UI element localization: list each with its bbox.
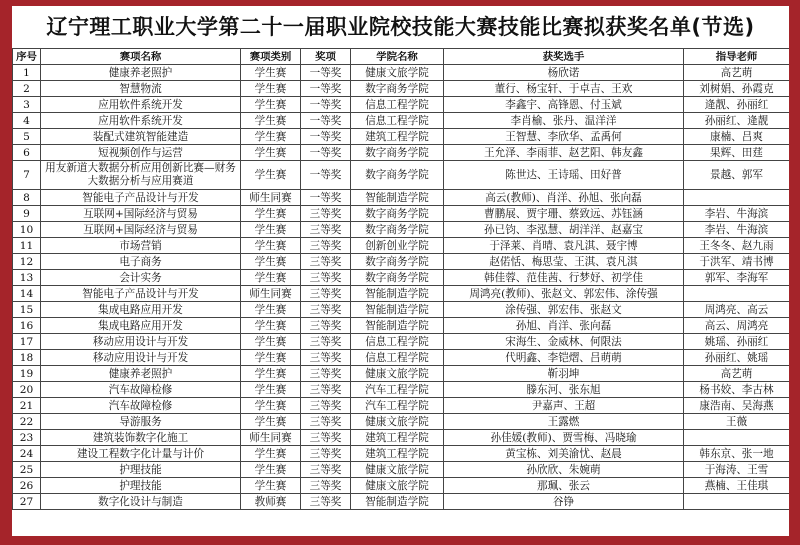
cell-advisors: 景越、郭军 [684, 161, 790, 190]
cell-award: 三等奖 [301, 254, 351, 270]
cell-advisors: 高艺萌 [684, 366, 790, 382]
table-row [13, 270, 790, 286]
cell-college: 数字商务学院 [351, 161, 444, 190]
cell-event: 会计实务 [41, 270, 241, 286]
table-row [13, 382, 790, 398]
cell-award: 一等奖 [301, 97, 351, 113]
table-row [13, 494, 790, 510]
cell-college: 汽车工程学院 [351, 398, 444, 414]
cell-winners: 周鸿亮(教师)、张赵文、郭宏伟、涂传强 [444, 286, 684, 302]
cell-category: 师生同赛 [241, 190, 301, 206]
cell-advisors: 韩东京、张一地 [684, 446, 790, 462]
cell-winners: 涂传强、郭宏伟、张赵文 [444, 302, 684, 318]
cell-event: 汽车故障检修 [41, 398, 241, 414]
cell-college: 智能制造学院 [351, 318, 444, 334]
cell-event: 互联网+国际经济与贸易 [41, 206, 241, 222]
cell-event: 健康养老照护 [41, 366, 241, 382]
cell-category: 学生赛 [241, 478, 301, 494]
cell-college: 数字商务学院 [351, 145, 444, 161]
cell-event: 建设工程数字化计量与计价 [41, 446, 241, 462]
cell-category: 学生赛 [241, 222, 301, 238]
cell-category: 教师赛 [241, 494, 301, 510]
cell-winners: 王露燃 [444, 414, 684, 430]
cell-award: 三等奖 [301, 494, 351, 510]
cell-event: 健康养老照护 [41, 65, 241, 81]
cell-winners: 高云(教师)、肖洋、孙旭、张向磊 [444, 190, 684, 206]
cell-category: 学生赛 [241, 318, 301, 334]
cell-award: 三等奖 [301, 414, 351, 430]
cell-advisors [684, 286, 790, 302]
table-row [13, 81, 790, 97]
table-row [13, 366, 790, 382]
cell-index: 11 [13, 238, 41, 254]
cell-index: 20 [13, 382, 41, 398]
table-row [13, 350, 790, 366]
cell-winners: 代明鑫、李铠熠、吕萌萌 [444, 350, 684, 366]
cell-college: 建筑工程学院 [351, 430, 444, 446]
cell-index: 26 [13, 478, 41, 494]
cell-award: 一等奖 [301, 190, 351, 206]
table-row [13, 145, 790, 161]
cell-award: 三等奖 [301, 206, 351, 222]
cell-category: 学生赛 [241, 113, 301, 129]
table-row [13, 286, 790, 302]
cell-winners: 董行、杨宝轩、于卓吉、王欢 [444, 81, 684, 97]
header-category: 赛项类别 [241, 49, 301, 65]
cell-category: 学生赛 [241, 238, 301, 254]
cell-category: 学生赛 [241, 398, 301, 414]
cell-advisors [684, 430, 790, 446]
cell-category: 学生赛 [241, 302, 301, 318]
cell-index: 23 [13, 430, 41, 446]
cell-winners: 王允泽、李雨菲、赵艺阳、韩友鑫 [444, 145, 684, 161]
cell-index: 13 [13, 270, 41, 286]
cell-winners: 谷铮 [444, 494, 684, 510]
table-row [13, 462, 790, 478]
cell-college: 信息工程学院 [351, 334, 444, 350]
cell-event: 智慧物流 [41, 81, 241, 97]
cell-winners: 陈世达、王诗瑶、田好普 [444, 161, 684, 190]
table-row [13, 113, 790, 129]
cell-category: 学生赛 [241, 270, 301, 286]
cell-event: 短视频创作与运营 [41, 145, 241, 161]
cell-event: 智能电子产品设计与开发 [41, 190, 241, 206]
cell-award: 一等奖 [301, 145, 351, 161]
award-table [12, 48, 789, 510]
cell-event: 护理技能 [41, 478, 241, 494]
cell-winners: 于泽莱、肖晴、袁凡淇、聂宇博 [444, 238, 684, 254]
cell-award: 三等奖 [301, 334, 351, 350]
cell-award: 三等奖 [301, 478, 351, 494]
cell-event: 护理技能 [41, 462, 241, 478]
table-row [13, 65, 790, 81]
cell-advisors: 姚瑶、孙丽红 [684, 334, 790, 350]
cell-category: 学生赛 [241, 382, 301, 398]
cell-college: 智能制造学院 [351, 302, 444, 318]
cell-college: 数字商务学院 [351, 81, 444, 97]
cell-index: 6 [13, 145, 41, 161]
cell-college: 信息工程学院 [351, 350, 444, 366]
cell-event: 汽车故障检修 [41, 382, 241, 398]
cell-event: 用友新道大数据分析应用创新比赛—财务大数据分析与应用赛道 [41, 161, 241, 190]
cell-index: 21 [13, 398, 41, 414]
cell-advisors: 康楠、吕爽 [684, 129, 790, 145]
cell-college: 健康文旅学院 [351, 414, 444, 430]
cell-advisors: 李岩、牛海滨 [684, 206, 790, 222]
cell-winners: 王智慧、李欣华、孟禹何 [444, 129, 684, 145]
cell-award: 三等奖 [301, 238, 351, 254]
cell-event: 建筑装饰数字化施工 [41, 430, 241, 446]
table-row [13, 430, 790, 446]
header-advisors: 指导老师 [684, 49, 790, 65]
cell-category: 学生赛 [241, 81, 301, 97]
cell-winners: 孙欣欣、朱婉萌 [444, 462, 684, 478]
cell-award: 三等奖 [301, 318, 351, 334]
cell-category: 学生赛 [241, 65, 301, 81]
cell-event: 移动应用设计与开发 [41, 334, 241, 350]
cell-winners: 杨欣诺 [444, 65, 684, 81]
cell-college: 创新创业学院 [351, 238, 444, 254]
cell-college: 数字商务学院 [351, 222, 444, 238]
table-row [13, 161, 790, 190]
cell-advisors: 周鸿亮、高云 [684, 302, 790, 318]
cell-category: 学生赛 [241, 161, 301, 190]
table-row [13, 238, 790, 254]
table-row [13, 414, 790, 430]
cell-winners: 孙旭、肖洋、张向磊 [444, 318, 684, 334]
cell-index: 10 [13, 222, 41, 238]
cell-winners: 靳羽坤 [444, 366, 684, 382]
cell-index: 9 [13, 206, 41, 222]
cell-index: 2 [13, 81, 41, 97]
cell-college: 数字商务学院 [351, 270, 444, 286]
cell-event: 市场营销 [41, 238, 241, 254]
cell-college: 数字商务学院 [351, 206, 444, 222]
cell-winners: 宋海生、金威林、何限法 [444, 334, 684, 350]
cell-index: 18 [13, 350, 41, 366]
cell-index: 1 [13, 65, 41, 81]
table-row [13, 254, 790, 270]
cell-award: 三等奖 [301, 222, 351, 238]
cell-college: 建筑工程学院 [351, 129, 444, 145]
cell-award: 三等奖 [301, 286, 351, 302]
cell-advisors: 王冬冬、赵九雨 [684, 238, 790, 254]
cell-index: 8 [13, 190, 41, 206]
cell-category: 师生同赛 [241, 430, 301, 446]
cell-college: 智能制造学院 [351, 494, 444, 510]
cell-category: 学生赛 [241, 129, 301, 145]
table-row [13, 129, 790, 145]
cell-index: 7 [13, 161, 41, 190]
cell-advisors: 孙丽红、逄靓 [684, 113, 790, 129]
cell-winners: 滕东河、张东旭 [444, 382, 684, 398]
cell-winners: 李鑫宇、高锋恩、付玉斌 [444, 97, 684, 113]
cell-award: 一等奖 [301, 65, 351, 81]
cell-college: 健康文旅学院 [351, 462, 444, 478]
cell-award: 三等奖 [301, 350, 351, 366]
cell-index: 12 [13, 254, 41, 270]
cell-index: 24 [13, 446, 41, 462]
cell-college: 健康文旅学院 [351, 478, 444, 494]
cell-category: 学生赛 [241, 145, 301, 161]
cell-event: 智能电子产品设计与开发 [41, 286, 241, 302]
cell-winners: 韩佳蓉、范佳茜、行梦妤、初学佳 [444, 270, 684, 286]
cell-award: 三等奖 [301, 446, 351, 462]
cell-award: 三等奖 [301, 462, 351, 478]
table-row [13, 302, 790, 318]
cell-college: 健康文旅学院 [351, 65, 444, 81]
cell-event: 应用软件系统开发 [41, 97, 241, 113]
cell-advisors: 逄靓、孙丽红 [684, 97, 790, 113]
cell-index: 22 [13, 414, 41, 430]
cell-event: 移动应用设计与开发 [41, 350, 241, 366]
cell-event: 装配式建筑智能建造 [41, 129, 241, 145]
cell-advisors: 郭军、李海军 [684, 270, 790, 286]
cell-advisors: 燕楠、王佳琪 [684, 478, 790, 494]
header-winners: 获奖选手 [444, 49, 684, 65]
cell-advisors: 于洪军、靖书博 [684, 254, 790, 270]
cell-category: 学生赛 [241, 462, 301, 478]
cell-index: 27 [13, 494, 41, 510]
cell-index: 25 [13, 462, 41, 478]
cell-winners: 孙已钧、李泓慧、胡洋洋、赵嘉宝 [444, 222, 684, 238]
cell-category: 学生赛 [241, 334, 301, 350]
cell-index: 3 [13, 97, 41, 113]
table-row [13, 206, 790, 222]
cell-winners: 赵偌恬、梅思莹、王淇、袁凡淇 [444, 254, 684, 270]
cell-award: 一等奖 [301, 129, 351, 145]
cell-college: 健康文旅学院 [351, 366, 444, 382]
cell-index: 15 [13, 302, 41, 318]
cell-advisors: 李岩、牛海滨 [684, 222, 790, 238]
cell-award: 三等奖 [301, 398, 351, 414]
cell-award: 三等奖 [301, 270, 351, 286]
award-document [12, 6, 789, 536]
cell-winners: 尹嘉声、王超 [444, 398, 684, 414]
table-row [13, 446, 790, 462]
cell-category: 学生赛 [241, 350, 301, 366]
header-event: 赛项名称 [41, 49, 241, 65]
table-row [13, 318, 790, 334]
cell-category: 学生赛 [241, 254, 301, 270]
cell-event: 数字化设计与制造 [41, 494, 241, 510]
cell-index: 4 [13, 113, 41, 129]
cell-event: 电子商务 [41, 254, 241, 270]
table-row [13, 190, 790, 206]
cell-index: 14 [13, 286, 41, 302]
cell-category: 学生赛 [241, 366, 301, 382]
header-college: 学院名称 [351, 49, 444, 65]
cell-advisors [684, 190, 790, 206]
cell-winners: 孙佳媛(教师)、贾雪梅、冯晓瑜 [444, 430, 684, 446]
cell-award: 一等奖 [301, 81, 351, 97]
cell-category: 师生同赛 [241, 286, 301, 302]
cell-award: 三等奖 [301, 382, 351, 398]
cell-advisors: 王薇 [684, 414, 790, 430]
cell-advisors: 果辉、田莛 [684, 145, 790, 161]
cell-index: 17 [13, 334, 41, 350]
cell-award: 三等奖 [301, 302, 351, 318]
cell-advisors: 刘树娟、孙霞克 [684, 81, 790, 97]
cell-index: 19 [13, 366, 41, 382]
header-award: 奖项 [301, 49, 351, 65]
cell-advisors [684, 494, 790, 510]
cell-award: 三等奖 [301, 430, 351, 446]
table-row [13, 97, 790, 113]
table-row [13, 478, 790, 494]
document-title: 辽宁理工职业大学第二十一届职业院校技能大赛技能比赛拟获奖名单(节选) [46, 15, 755, 39]
cell-award: 一等奖 [301, 113, 351, 129]
cell-advisors: 高艺萌 [684, 65, 790, 81]
cell-advisors: 高云、周鸿亮 [684, 318, 790, 334]
cell-college: 信息工程学院 [351, 97, 444, 113]
cell-college: 智能制造学院 [351, 286, 444, 302]
table-row [13, 334, 790, 350]
cell-college: 数字商务学院 [351, 254, 444, 270]
cell-event: 集成电路应用开发 [41, 302, 241, 318]
cell-event: 导游服务 [41, 414, 241, 430]
table-row [13, 222, 790, 238]
cell-college: 信息工程学院 [351, 113, 444, 129]
cell-advisors: 孙丽红、姚瑶 [684, 350, 790, 366]
cell-index: 16 [13, 318, 41, 334]
cell-event: 应用软件系统开发 [41, 113, 241, 129]
cell-award: 一等奖 [301, 161, 351, 190]
cell-winners: 黄宝栋、刘美渝忧、赵晨 [444, 446, 684, 462]
cell-category: 学生赛 [241, 414, 301, 430]
table-row [13, 398, 790, 414]
cell-advisors: 于海涛、王雪 [684, 462, 790, 478]
cell-college: 汽车工程学院 [351, 382, 444, 398]
table-header-row [13, 49, 790, 65]
cell-category: 学生赛 [241, 206, 301, 222]
cell-advisors: 康浩南、吴海燕 [684, 398, 790, 414]
cell-award: 三等奖 [301, 366, 351, 382]
cell-winners: 那珮、张云 [444, 478, 684, 494]
cell-event: 互联网+国际经济与贸易 [41, 222, 241, 238]
cell-category: 学生赛 [241, 97, 301, 113]
cell-event: 集成电路应用开发 [41, 318, 241, 334]
cell-winners: 李肖榆、张丹、温洋洋 [444, 113, 684, 129]
header-index: 序号 [13, 49, 41, 65]
cell-winners: 曹鹏展、贾宇珊、蔡致远、苏钰涵 [444, 206, 684, 222]
cell-index: 5 [13, 129, 41, 145]
cell-advisors: 杨书姣、李古林 [684, 382, 790, 398]
cell-category: 学生赛 [241, 446, 301, 462]
cell-college: 建筑工程学院 [351, 446, 444, 462]
cell-college: 智能制造学院 [351, 190, 444, 206]
